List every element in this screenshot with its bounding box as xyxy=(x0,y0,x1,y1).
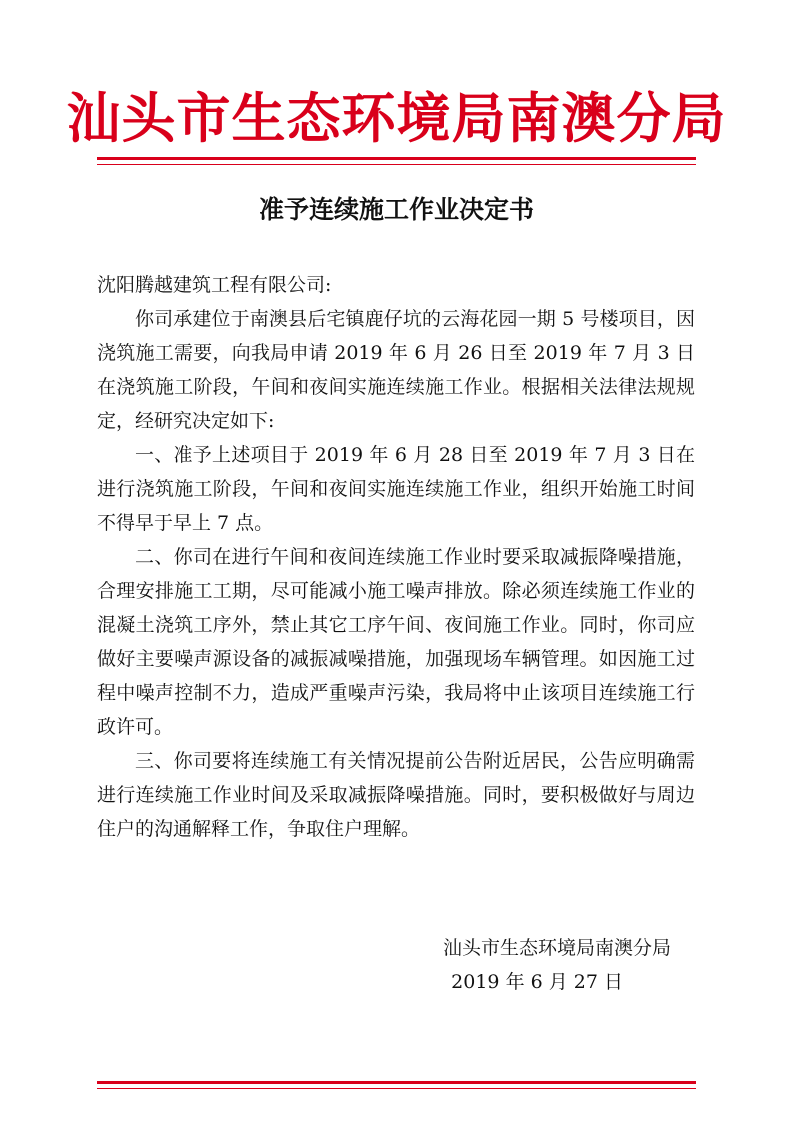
paragraph-item-2: 二、你司在进行午间和夜间连续施工作业时要采取减振降噪措施，合理安排施工工期，尽可能减小施工噪声排放。除必须连续施工作业的混凝土浇筑工序外，禁止其它工序午间、夜间施工作业。同时，你司应做好主要噪声源设备的减振减噪措施，加强现场车辆管理。如因施工过程中噪声控制不力，造成严重噪声污染，我局将中止该项目连续施工行政许可。 xyxy=(97,546,695,738)
footer-rule-thick xyxy=(97,1081,696,1084)
signature-issuer: 汕头市生态环境局南澳分局 xyxy=(442,937,671,959)
paragraph-item-3: 三、你司要将连续施工有关情况提前公告附近居民，公告应明确需进行连续施工作业时间及采取减振降噪措施。同时，要积极做好与周边住户的沟通解释工作，争取住户理解。 xyxy=(97,750,695,840)
paragraph-intro: 你司承建位于南澳县后宅镇鹿仔坑的云海花园一期 5 号楼项目，因浇筑施工需要，向我局申请 2019 年 6 月 26 日至 2019 年 7 月 3 日在浇筑施工阶段，午间和夜间实施连续施工作业。根据相关法律法规规定，经研究决定如下: xyxy=(97,308,695,432)
document-body xyxy=(97,268,695,846)
header-rule-thin xyxy=(97,164,696,165)
salutation: 沈阳腾越建筑工程有限公司: xyxy=(97,274,332,296)
paragraph-item-1: 一、准予上述项目于 2019 年 6 月 28 日至 2019 年 7 月 3 日在进行浇筑施工阶段，午间和夜间实施连续施工作业，组织开始施工时间不得早于早上 7 点。 xyxy=(97,444,695,534)
signature-block xyxy=(443,931,671,999)
footer-rule-thin xyxy=(97,1088,696,1089)
letterhead-title: 汕头市生态环境局南澳分局 xyxy=(66,87,727,150)
document-title: 准予连续施工作业决定书 xyxy=(258,195,534,224)
header-rule-thick xyxy=(97,157,696,160)
signature-date: 2019 年 6 月 27 日 xyxy=(451,971,623,993)
